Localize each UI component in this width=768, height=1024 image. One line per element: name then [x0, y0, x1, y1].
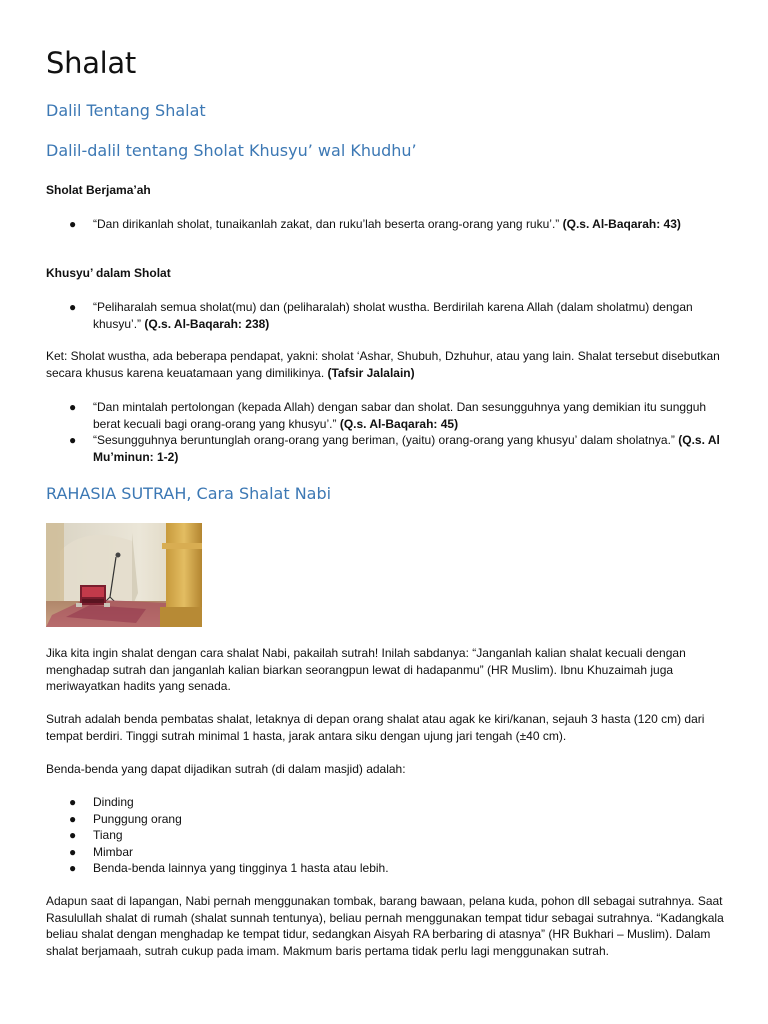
list-sabar — [46, 399, 726, 465]
list-item-text: Benda-benda lainnya yang tingginya 1 hasta atau lebih. — [93, 861, 389, 875]
list-item-text: Mimbar — [93, 844, 134, 859]
bullet-icon: ● — [69, 861, 77, 875]
quote-text: “Sesungguhnya beruntunglah orang-orang yang beriman, (yaitu) orang-orang yang khusyu’ dalam sholatnya.” — [93, 433, 679, 447]
quote-reference: (Q.s. Al Mu’minun: 1-2) — [93, 433, 720, 464]
heading-dalil-khusyu: Dalil-dalil tentang Sholat Khusyu’ wal Khudhu’ — [46, 141, 417, 160]
ket-paragraph — [46, 348, 726, 381]
mosque-mihrab-photo — [46, 523, 202, 627]
bullet-icon: ● — [69, 433, 77, 447]
bullet-icon: ● — [69, 811, 77, 826]
list-item — [46, 216, 726, 233]
bullet-icon: ● — [69, 217, 77, 231]
section-label-berjamaah: Sholat Berjama’ah — [46, 183, 151, 197]
list-item — [46, 399, 726, 432]
page-title: Shalat — [46, 46, 136, 80]
quote-text: “Dan mintalah pertolongan (kepada Allah) dengan sabar dan sholat. Dan sesungguhnya yang demikian itu sungguh berat kecuali bagi orang-orang yang khusyu’.” — [93, 400, 707, 431]
quote-reference: (Q.s. Al-Baqarah: 43) — [562, 217, 681, 231]
bullet-icon: ● — [69, 844, 77, 859]
ket-text: Ket: Sholat wustha, ada beberapa pendapat, yakni: sholat ‘Ashar, Shubuh, Dzhuhur, atau yang lain. Shalat tersebut disebutkan secara khusus karena keuatamaan yang dimilikinya. — [46, 349, 720, 380]
quote-reference: (Q.s. Al-Baqarah: 45) — [339, 416, 459, 431]
heading-rahasia-sutrah: RAHASIA SUTRAH, Cara Shalat Nabi — [46, 484, 332, 503]
ket-reference: (Tafsir Jalalain) — [327, 365, 415, 380]
list-item-text: Tiang — [93, 828, 123, 842]
list-item — [46, 811, 726, 828]
bullet-icon: ● — [69, 828, 77, 842]
bullet-icon: ● — [69, 795, 77, 809]
quote-text: “Dan dirikanlah sholat, tunaikanlah zakat, dan ruku’lah beserta orang-orang yang ruku’.” — [93, 217, 563, 231]
list-item — [46, 299, 726, 332]
paragraph-sutrah-lapangan: Adapun saat di lapangan, Nabi pernah menggunakan tombak, barang bawaan, pelana kuda, pohon dll sebagai sutrahnya. Saat Rasulullah shalat di rumah (shalat sunnah tentunya), beliau pernah menggunakan tempat tidur sebagai sutrahnya. “Kadangkala beliau shalat dengan menghadap ke tempat tidur, sedangkan Aisyah RA berbaring di atasnya” (HR Bukhari – Muslim). Dalam shalat berjamaah, sutrah cukup pada imam. Makmum baris pertama tidak perlu lagi menggunakan sutrah. — [46, 894, 724, 958]
list-item — [46, 827, 726, 844]
bullet-icon: ● — [69, 400, 77, 414]
section-label-khusyu: Khusyu’ dalam Sholat — [46, 266, 171, 280]
paragraph-benda-sutrah: Benda-benda yang dapat dijadikan sutrah (di dalam masjid) adalah: — [46, 762, 406, 776]
list-item — [46, 432, 726, 465]
paragraph-cara-shalat-nabi: Jika kita ingin shalat dengan cara shalat Nabi, pakailah sutrah! Inilah sabdanya: “Janganlah kalian shalat kecuali dengan menghadap sutrah dan janganlah kalian biarkan seorangpun lewat di hadapanmu” (HR Muslim). Ibnu Khuzaimah juga meriwayatkan hadits yang senada. — [46, 646, 686, 693]
list-item — [46, 844, 726, 861]
list-benda-sutrah — [46, 794, 726, 877]
list-item — [46, 860, 726, 877]
quote-text: “Peliharalah semua sholat(mu) dan (peliharalah) sholat wustha. Berdirilah karena Allah (dalam sholatmu) dengan khusyu’.” — [93, 300, 693, 331]
list-item-text: Dinding — [93, 795, 134, 809]
paragraph-definisi-sutrah: Sutrah adalah benda pembatas shalat, letaknya di depan orang shalat atau agak ke kiri/kanan, sejauh 3 hasta (120 cm) dari tempat berdiri. Tinggi sutrah minimal 1 hasta, jarak antara siku dengan ujung jari tengah (±40 cm). — [46, 712, 705, 743]
list-berjamaah — [46, 216, 726, 233]
list-item — [46, 794, 726, 811]
heading-dalil-shalat: Dalil Tentang Shalat — [46, 101, 206, 120]
bullet-icon: ● — [69, 300, 77, 314]
quote-reference: (Q.s. Al-Baqarah: 238) — [144, 316, 270, 331]
list-khusyu — [46, 299, 726, 332]
list-item-text: Punggung orang — [93, 811, 182, 826]
